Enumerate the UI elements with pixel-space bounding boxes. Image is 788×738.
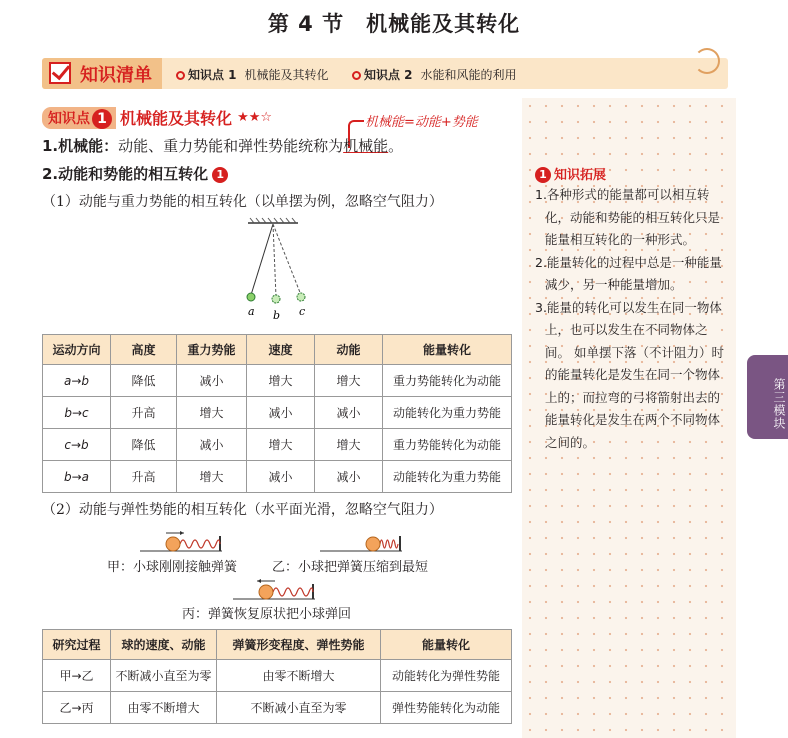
label-b: b bbox=[273, 309, 281, 322]
page-title: 第 4 节 机械能及其转化 bbox=[267, 12, 521, 36]
decoration-icon bbox=[694, 48, 720, 74]
bullet-icon bbox=[352, 71, 361, 80]
list-item: 1.各种形式的能量都可以相互转化，动能和势能的相互转化只是能量相互转化的一种形式。 bbox=[535, 187, 721, 247]
table-row: a→b 降低 减小 增大 增大 重力势能转化为动能 bbox=[43, 365, 512, 397]
table-row: b→a 升高 增大 减小 减小 动能转化为重力势能 bbox=[43, 461, 512, 493]
bullet-icon bbox=[176, 71, 185, 80]
banner-tag bbox=[42, 58, 162, 89]
pendulum-ball-c bbox=[297, 293, 305, 301]
section-heading: 2.动能和势能的相互转化 1 bbox=[42, 163, 228, 184]
banner-label: 知识清单 bbox=[80, 65, 152, 86]
list-item: 2.能量转化的过程中总是一种能量减少，另一种能量增加。 bbox=[535, 254, 722, 292]
list-item: 3.能量的转化可以发生在同一物体上，也可以发生在不同物体之间。 如单摆下落（不计阻力）时的能量转化是发生在同一个物体上的；而拉弯的弓将箭射出去的能量转化是发生在两个不同物体之间的。 bbox=[535, 299, 724, 450]
extension-heading: 1 知识拓展 bbox=[535, 164, 606, 183]
subsection-1: （1）动能与重力势能的相互转化（以单摆为例，忽略空气阻力） bbox=[42, 194, 443, 210]
spring-diagram-bing bbox=[233, 578, 315, 600]
table-kinetic-elastic bbox=[42, 629, 512, 724]
kp-badge: 知识点 1 bbox=[42, 107, 116, 129]
checkmark-icon bbox=[49, 62, 71, 84]
subsection-2: （2）动能与弹性势能的相互转化（水平面光滑，忽略空气阻力） bbox=[42, 502, 443, 518]
pendulum-diagram bbox=[220, 215, 320, 325]
handwritten-annotation: 机械能=动能+势能 bbox=[365, 115, 478, 130]
note-marker-icon: 1 bbox=[535, 167, 551, 183]
knowledge-list-banner bbox=[42, 58, 728, 89]
knowledge-point-heading bbox=[42, 106, 272, 129]
pendulum-ball-a bbox=[247, 293, 255, 301]
kp-title: 机械能及其转化 bbox=[120, 109, 233, 128]
label-a: a bbox=[248, 305, 255, 318]
difficulty-stars-icon: ★★☆ bbox=[237, 110, 273, 125]
table-header-row: 研究过程 球的速度、动能 弹簧形变程度、弹性势能 能量转化 bbox=[43, 630, 512, 660]
table-row: c→b 降低 减小 增大 增大 重力势能转化为动能 bbox=[43, 429, 512, 461]
table-row: 乙→丙 由零不断增大 不断减小直至为零 弹性势能转化为动能 bbox=[43, 692, 512, 724]
banner-item-1: 知识点 1 机械能及其转化 bbox=[176, 66, 329, 83]
pendulum-ball-b bbox=[272, 295, 280, 303]
table-header-row: 运动方向 高度 重力势能 速度 动能 能量转化 bbox=[43, 335, 512, 365]
caption-jia: 甲：小球刚刚接触弹簧 bbox=[107, 560, 238, 575]
module-side-tab[interactable]: 第三模块 bbox=[747, 355, 788, 439]
label-c: c bbox=[299, 305, 306, 318]
caption-bing: 丙：弹簧恢复原状把小球弹回 bbox=[182, 607, 352, 622]
banner-item-2: 知识点 2 水能和风能的利用 bbox=[352, 66, 517, 83]
table-row: b→c 升高 增大 减小 减小 动能转化为重力势能 bbox=[43, 397, 512, 429]
table-gravity-kinetic bbox=[42, 334, 512, 493]
table-row: 甲→乙 不断减小直至为零 由零不断增大 动能转化为弹性势能 bbox=[43, 660, 512, 692]
caption-yi: 乙：小球把弹簧压缩到最短 bbox=[272, 560, 429, 575]
extension-list bbox=[535, 184, 729, 454]
note-marker-icon: 1 bbox=[212, 167, 228, 183]
definition-line: 1.机械能：动能、重力势能和弹性势能统称为机械能。 bbox=[42, 137, 404, 155]
spring-diagram-jia bbox=[140, 530, 222, 552]
spring-diagram-yi bbox=[320, 530, 402, 552]
